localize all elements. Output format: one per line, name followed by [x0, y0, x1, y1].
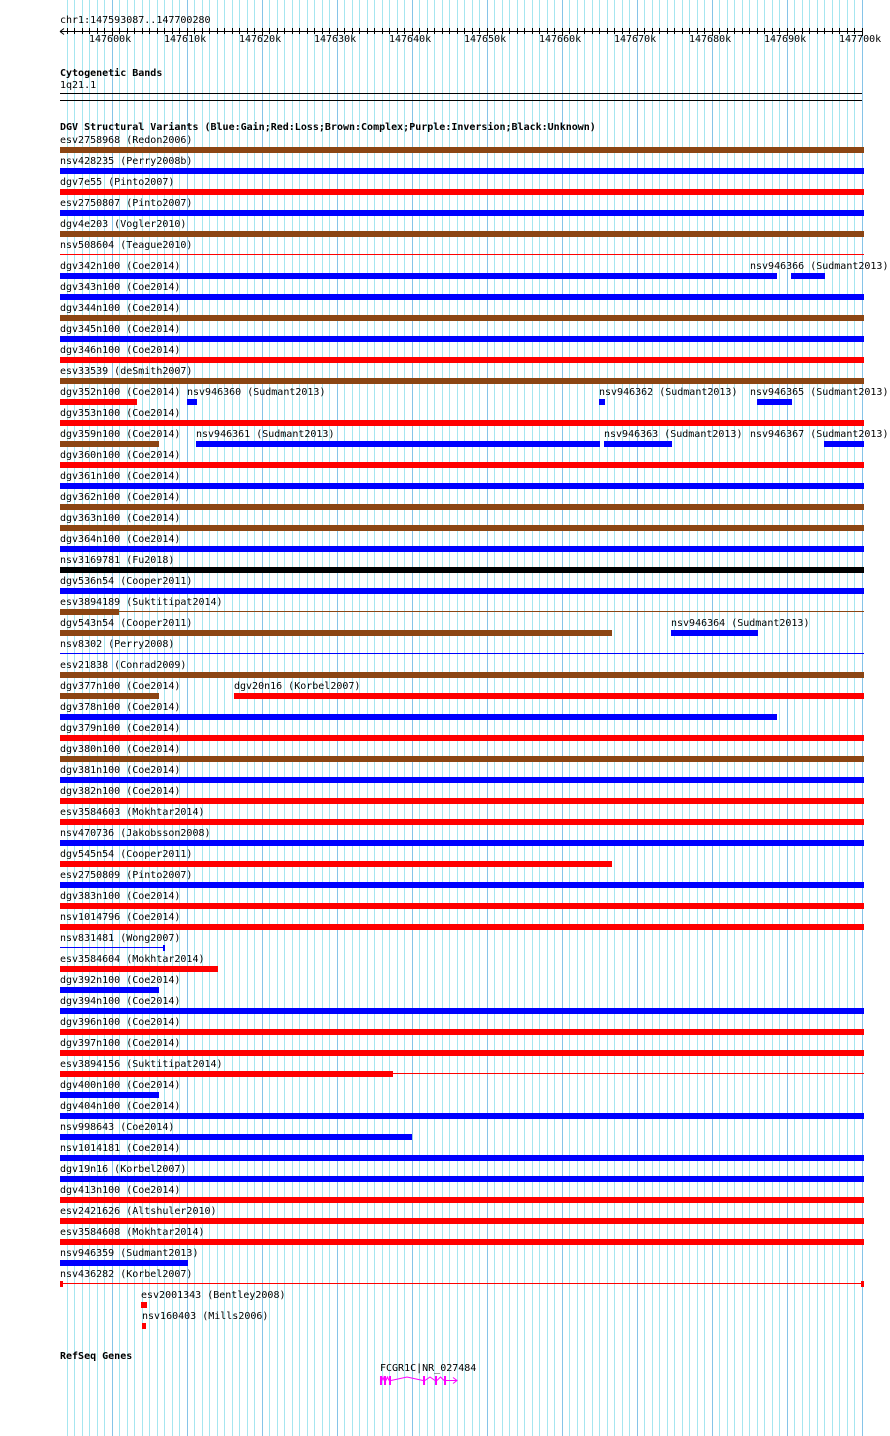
- variant-label[interactable]: nsv3169781 (Fu2018): [60, 555, 175, 566]
- variant-bar[interactable]: [234, 693, 864, 699]
- exon-block: [435, 1376, 437, 1385]
- ruler: [0, 25, 890, 39]
- location-label: chr1:147593087..147700280: [60, 15, 211, 26]
- dgv-track-title[interactable]: DGV Structural Variants (Blue:Gain;Red:Loss;Brown:Complex;Purple:Inversion;Black:Unknown): [60, 122, 596, 133]
- variant-label[interactable]: dgv364n100 (Coe2014): [60, 534, 181, 545]
- variant-bar[interactable]: [671, 630, 758, 636]
- variant-line[interactable]: [60, 947, 165, 948]
- variant-bar[interactable]: [60, 168, 864, 174]
- variant-label[interactable]: dgv4e203 (Vogler2010): [60, 219, 187, 230]
- variant-bar[interactable]: [60, 315, 864, 321]
- variant-label[interactable]: nsv946359 (Sudmant2013): [60, 1248, 199, 1259]
- variant-label[interactable]: esv3894156 (Suktitipat2014): [60, 1059, 223, 1070]
- variant-bar[interactable]: [60, 966, 218, 972]
- variant-bar[interactable]: [60, 1155, 864, 1161]
- variant-bar[interactable]: [60, 462, 864, 468]
- exon-block: [423, 1376, 425, 1385]
- variant-line[interactable]: [60, 653, 864, 654]
- cytoband-track-title[interactable]: Cytogenetic Bands: [60, 68, 163, 79]
- variant-bar[interactable]: [60, 441, 159, 447]
- variant-label[interactable]: dgv394n100 (Coe2014): [60, 996, 181, 1007]
- variant-label[interactable]: nsv831481 (Wong2007): [60, 933, 181, 944]
- ruler-tick-label: 147680k: [689, 34, 732, 45]
- variant-label[interactable]: dgv383n100 (Coe2014): [60, 891, 181, 902]
- variant-bar[interactable]: [196, 441, 600, 447]
- variant-bar[interactable]: [60, 357, 864, 363]
- variant-label[interactable]: nsv946360 (Sudmant2013): [187, 387, 326, 398]
- ruler-tick-label: 147620k: [239, 34, 282, 45]
- variant-bar[interactable]: [60, 1008, 864, 1014]
- variant-bar[interactable]: [60, 1260, 188, 1266]
- variant-label[interactable]: nsv998643 (Coe2014): [60, 1122, 175, 1133]
- variant-bar[interactable]: [60, 1197, 864, 1203]
- variant-label[interactable]: dgv397n100 (Coe2014): [60, 1038, 181, 1049]
- variant-bar[interactable]: [60, 336, 864, 342]
- variant-label[interactable]: dgv343n100 (Coe2014): [60, 282, 181, 293]
- variant-label[interactable]: esv2750809 (Pinto2007): [60, 870, 193, 881]
- variant-bar[interactable]: [60, 735, 864, 741]
- variant-bar[interactable]: [60, 231, 864, 237]
- variant-label[interactable]: nsv428235 (Perry2008b): [60, 156, 193, 167]
- variant-label[interactable]: dgv536n54 (Cooper2011): [60, 576, 193, 587]
- variant-bar[interactable]: [60, 525, 864, 531]
- variant-bar[interactable]: [141, 1302, 147, 1308]
- variant-label[interactable]: nsv946365 (Sudmant2013): [750, 387, 889, 398]
- ruler-tick-label: 147650k: [464, 34, 507, 45]
- variant-label[interactable]: dgv404n100 (Coe2014): [60, 1101, 181, 1112]
- variant-label[interactable]: dgv545n54 (Cooper2011): [60, 849, 193, 860]
- variant-bar[interactable]: [599, 399, 605, 405]
- variant-label[interactable]: dgv20n16 (Korbel2007): [234, 681, 361, 692]
- variant-label[interactable]: dgv353n100 (Coe2014): [60, 408, 181, 419]
- variant-label[interactable]: nsv1014796 (Coe2014): [60, 912, 181, 923]
- variant-bar[interactable]: [60, 756, 864, 762]
- variant-label[interactable]: nsv8302 (Perry2008): [60, 639, 175, 650]
- variant-bar[interactable]: [60, 1029, 864, 1035]
- variant-bar[interactable]: [60, 1218, 864, 1224]
- cytoband-line: [60, 93, 862, 94]
- variant-bar[interactable]: [60, 567, 864, 573]
- variant-bar[interactable]: [60, 294, 864, 300]
- variant-bar[interactable]: [60, 924, 864, 930]
- variant-bar[interactable]: [60, 609, 119, 615]
- variant-bar[interactable]: [791, 273, 825, 279]
- variant-label[interactable]: dgv362n100 (Coe2014): [60, 492, 181, 503]
- variant-line[interactable]: [60, 254, 864, 255]
- exon-block: [389, 1376, 391, 1385]
- variant-label[interactable]: dgv346n100 (Coe2014): [60, 345, 181, 356]
- variant-label[interactable]: dgv379n100 (Coe2014): [60, 723, 181, 734]
- variant-label[interactable]: dgv352n100 (Coe2014): [60, 387, 181, 398]
- variant-label[interactable]: dgv19n16 (Korbel2007): [60, 1164, 187, 1175]
- variant-bar[interactable]: [60, 840, 864, 846]
- variant-bar[interactable]: [60, 546, 864, 552]
- gene-label[interactable]: FCGR1C|NR_027484: [380, 1363, 477, 1374]
- variant-bar[interactable]: [60, 1050, 864, 1056]
- variant-bar[interactable]: [60, 189, 864, 195]
- ruler-tick-label: 147630k: [314, 34, 357, 45]
- variant-bar[interactable]: [60, 378, 864, 384]
- variant-label[interactable]: dgv342n100 (Coe2014): [60, 261, 181, 272]
- variant-label[interactable]: esv2758968 (Redon2006): [60, 135, 193, 146]
- intron-line: [437, 1377, 444, 1381]
- variant-label[interactable]: nsv946363 (Sudmant2013): [604, 429, 743, 440]
- variant-bar[interactable]: [60, 147, 864, 153]
- variant-label[interactable]: nsv946364 (Sudmant2013): [671, 618, 810, 629]
- exon-block: [380, 1376, 382, 1385]
- variant-bar[interactable]: [60, 672, 864, 678]
- variant-bar[interactable]: [187, 399, 197, 405]
- variant-bar[interactable]: [60, 1071, 393, 1077]
- variant-bar[interactable]: [60, 483, 864, 489]
- refseq-track-title[interactable]: RefSeq Genes: [60, 1351, 133, 1362]
- variant-bar[interactable]: [60, 714, 777, 720]
- variant-label[interactable]: dgv392n100 (Coe2014): [60, 975, 181, 986]
- variant-label[interactable]: esv3584604 (Mokhtar2014): [60, 954, 205, 965]
- variant-label[interactable]: dgv396n100 (Coe2014): [60, 1017, 181, 1028]
- variant-label[interactable]: nsv1014181 (Coe2014): [60, 1143, 181, 1154]
- variant-label[interactable]: dgv359n100 (Coe2014): [60, 429, 181, 440]
- variant-label[interactable]: esv33539 (deSmith2007): [60, 366, 193, 377]
- variant-bar[interactable]: [60, 420, 864, 426]
- variant-label[interactable]: nsv946367 (Sudmant2013): [750, 429, 889, 440]
- variant-bar[interactable]: [60, 903, 864, 909]
- variant-label[interactable]: dgv381n100 (Coe2014): [60, 765, 181, 776]
- variant-bar[interactable]: [60, 399, 137, 405]
- variant-bar[interactable]: [60, 1281, 63, 1287]
- gene-model[interactable]: [0, 1372, 890, 1392]
- cytoband-line: [60, 100, 862, 101]
- variant-label[interactable]: nsv470736 (Jakobsson2008): [60, 828, 211, 839]
- ruler-tick-label: 147670k: [614, 34, 657, 45]
- variant-label[interactable]: dgv378n100 (Coe2014): [60, 702, 181, 713]
- variant-label[interactable]: dgv377n100 (Coe2014): [60, 681, 181, 692]
- variant-bar[interactable]: [60, 210, 864, 216]
- variant-bar[interactable]: [163, 945, 165, 951]
- ruler-tick-label: 147690k: [764, 34, 807, 45]
- variant-label[interactable]: esv3584608 (Mokhtar2014): [60, 1227, 205, 1238]
- variant-bar[interactable]: [60, 630, 612, 636]
- variant-bar[interactable]: [142, 1323, 146, 1329]
- ruler-tick-label: 147600k: [89, 34, 132, 45]
- exon-block: [444, 1376, 446, 1385]
- variant-label[interactable]: nsv508604 (Teague2010): [60, 240, 193, 251]
- variant-bar[interactable]: [60, 273, 777, 279]
- variant-bar[interactable]: [60, 693, 159, 699]
- ruler-tick-label: 147660k: [539, 34, 582, 45]
- intron-line: [425, 1377, 435, 1381]
- variant-label[interactable]: esv3894189 (Suktitipat2014): [60, 597, 223, 608]
- variant-label[interactable]: esv2421626 (Altshuler2010): [60, 1206, 217, 1217]
- ruler-tick-label: 147700k: [839, 34, 882, 45]
- intron-line: [382, 1377, 384, 1381]
- variant-line[interactable]: [60, 1283, 864, 1284]
- variant-label[interactable]: dgv344n100 (Coe2014): [60, 303, 181, 314]
- variant-label[interactable]: dgv360n100 (Coe2014): [60, 450, 181, 461]
- variant-bar[interactable]: [60, 777, 864, 783]
- cytoband-label[interactable]: 1q21.1: [60, 80, 97, 91]
- variant-bar[interactable]: [60, 588, 864, 594]
- variant-label[interactable]: dgv543n54 (Cooper2011): [60, 618, 193, 629]
- variant-label[interactable]: dgv413n100 (Coe2014): [60, 1185, 181, 1196]
- intron-line: [391, 1377, 423, 1381]
- variant-bar[interactable]: [824, 441, 864, 447]
- ruler-tick-label: 147640k: [389, 34, 432, 45]
- variant-label[interactable]: dgv400n100 (Coe2014): [60, 1080, 181, 1091]
- variant-bar[interactable]: [604, 441, 672, 447]
- variant-bar[interactable]: [861, 1281, 864, 1287]
- variant-label[interactable]: dgv345n100 (Coe2014): [60, 324, 181, 335]
- variant-label[interactable]: dgv363n100 (Coe2014): [60, 513, 181, 524]
- variant-bar[interactable]: [60, 1239, 864, 1245]
- variant-bar[interactable]: [60, 861, 612, 867]
- variant-label[interactable]: nsv160403 (Mills2006): [142, 1311, 269, 1322]
- variant-label[interactable]: dgv361n100 (Coe2014): [60, 471, 181, 482]
- variant-bar[interactable]: [60, 1092, 159, 1098]
- variant-label[interactable]: esv2001343 (Bentley2008): [141, 1290, 286, 1301]
- variant-label[interactable]: dgv380n100 (Coe2014): [60, 744, 181, 755]
- variant-label[interactable]: esv21838 (Conrad2009): [60, 660, 187, 671]
- intron-line: [386, 1377, 389, 1381]
- exon-block: [384, 1376, 386, 1385]
- variant-bar[interactable]: [60, 819, 864, 825]
- variant-label[interactable]: dgv7e55 (Pinto2007): [60, 177, 175, 188]
- variant-bar[interactable]: [60, 882, 864, 888]
- variant-label[interactable]: dgv382n100 (Coe2014): [60, 786, 181, 797]
- variant-label[interactable]: nsv946361 (Sudmant2013): [196, 429, 335, 440]
- variant-bar[interactable]: [60, 1113, 864, 1119]
- variant-bar[interactable]: [757, 399, 792, 405]
- variant-bar[interactable]: [60, 1176, 864, 1182]
- variant-bar[interactable]: [60, 504, 864, 510]
- variant-line[interactable]: [60, 611, 864, 612]
- variant-label[interactable]: nsv946362 (Sudmant2013): [599, 387, 738, 398]
- variant-label[interactable]: nsv946366 (Sudmant2013): [750, 261, 889, 272]
- variant-bar[interactable]: [60, 798, 864, 804]
- variant-bar[interactable]: [60, 987, 159, 993]
- variant-label[interactable]: esv2750807 (Pinto2007): [60, 198, 193, 209]
- variant-bar[interactable]: [60, 1134, 412, 1140]
- variant-label[interactable]: esv3584603 (Mokhtar2014): [60, 807, 205, 818]
- ruler-tick-label: 147610k: [164, 34, 207, 45]
- variant-label[interactable]: nsv436282 (Korbel2007): [60, 1269, 193, 1280]
